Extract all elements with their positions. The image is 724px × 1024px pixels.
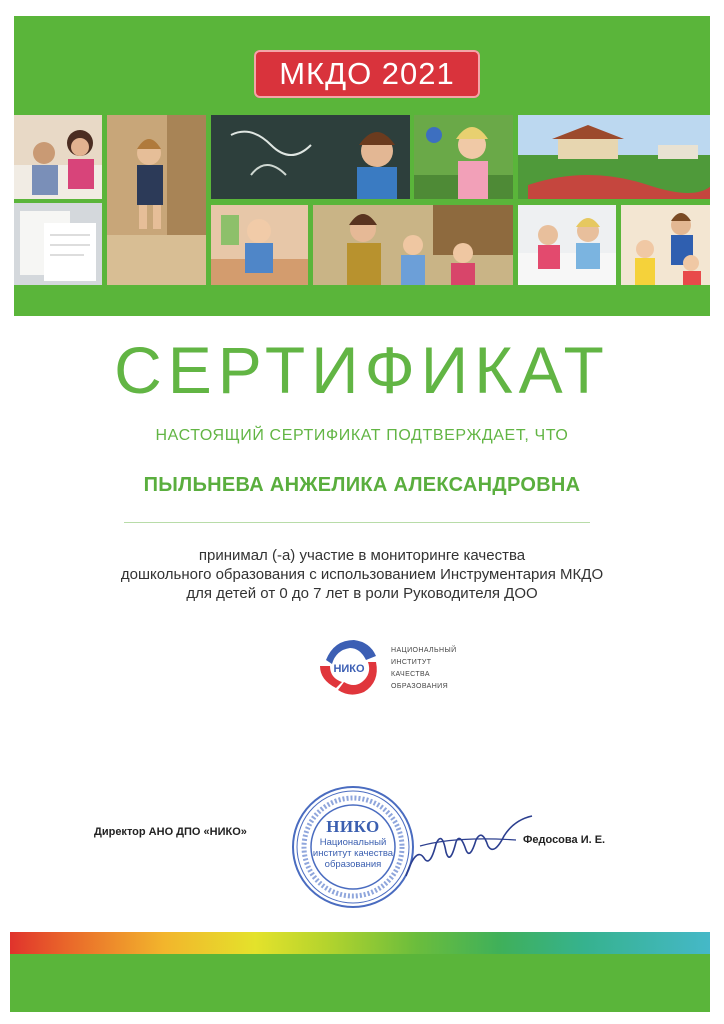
- niko-logo-icon: [314, 632, 384, 702]
- logo-line: НАЦИОНАЛЬНЫЙ: [391, 647, 457, 654]
- logo-line: ОБРАЗОВАНИЯ: [391, 683, 449, 690]
- stamp-brand: НИКО: [326, 817, 380, 836]
- recipient-name: ПЫЛЬНЕВА АНЖЕЛИКА АЛЕКСАНДРОВНА: [143, 474, 581, 496]
- divider: [124, 522, 590, 523]
- stamp-text: [303, 817, 403, 870]
- director-title: Директор АНО ДПО «НИКО»: [94, 826, 247, 838]
- logo-line: ИНСТИТУТ: [391, 659, 432, 666]
- body-line-3: для детей от 0 до 7 лет в роли Руководителя ДОО: [186, 585, 538, 602]
- signature-icon: [396, 806, 536, 886]
- photo-child-stairs: [107, 115, 206, 285]
- stamp-line: Национальный: [319, 837, 387, 848]
- body-line-2: дошкольного образования с использованием Инструментария МКДО: [120, 566, 604, 583]
- photo-papers: [14, 203, 102, 285]
- logo-line: КАЧЕСТВА: [391, 671, 430, 678]
- photo-chalkboard: [211, 115, 410, 199]
- stamp-line: образования: [324, 859, 382, 870]
- footer-band: [10, 954, 710, 1012]
- certificate-title: СЕРТИФИКАТ: [114, 333, 610, 407]
- spectrum-stripe: [10, 932, 710, 954]
- photo-teacher-group: [313, 205, 513, 285]
- logo-text: [391, 645, 457, 693]
- logo-mark: НИКО: [333, 663, 365, 675]
- body-line-1: принимал (-а) участие в мониторинге качества: [198, 547, 526, 564]
- photo-girl-plants: [414, 115, 513, 199]
- certificate-subtitle: НАСТОЯЩИЙ СЕРТИФИКАТ ПОДТВЕРЖДАЕТ, ЧТО: [155, 427, 569, 444]
- photo-children-teacher: [621, 205, 710, 285]
- director-name: Федосова И. Е.: [523, 834, 606, 846]
- photo-children-table: [14, 115, 102, 199]
- photo-toddler: [211, 205, 308, 285]
- year-badge: МКДО 2021: [254, 50, 480, 98]
- photo-playground: [518, 115, 710, 199]
- stamp-line: институт качества: [312, 848, 394, 859]
- photo-kids-drawing: [518, 205, 616, 285]
